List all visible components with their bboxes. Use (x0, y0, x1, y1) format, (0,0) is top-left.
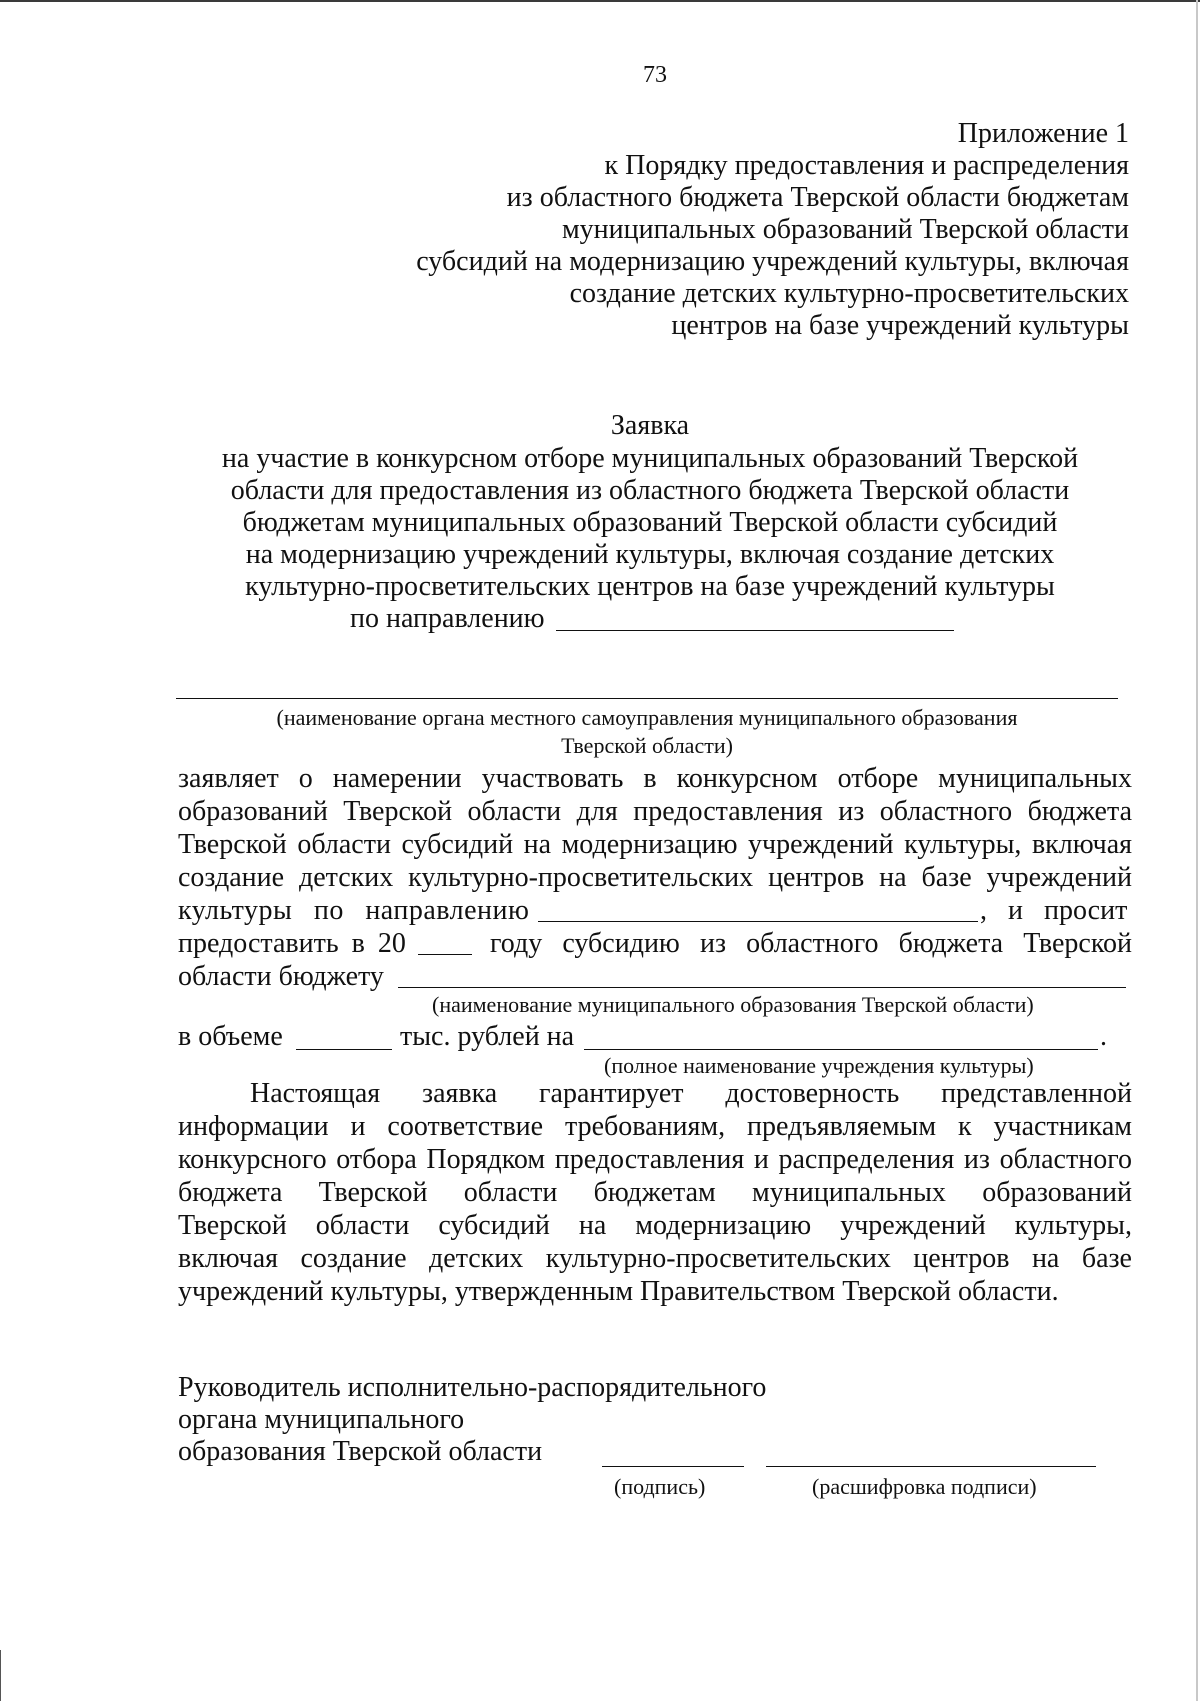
scan-edge-right (1196, 0, 1198, 1701)
body-line: Тверской области субсидий на модернизацию учреждений культуры, включая (178, 829, 1132, 860)
guarantee-line: информации и соответствие требованиям, предъявляемым к участникам (178, 1111, 1132, 1142)
signature-decode-blank (766, 1440, 1096, 1467)
direction-blank (556, 600, 954, 631)
annex-line: муниципальных образований Тверской области (561, 214, 1129, 245)
annex-line: из областного бюджета Тверской области бюджетам (506, 182, 1129, 213)
year-blank (418, 928, 472, 955)
amount-end: . (1100, 1021, 1107, 1052)
body-line: образований Тверской области для предоставления из областного бюджета (178, 796, 1132, 827)
scan-edge-top (0, 0, 1200, 2)
guarantee-line: конкурсного отбора Порядком предоставления и распределения из областного (178, 1144, 1132, 1175)
amount-label: в объеме (178, 1021, 283, 1052)
annex-line: Приложение 1 (957, 118, 1129, 149)
municipality-caption: (наименование муниципального образования Тверской области) (432, 992, 1034, 1017)
organ-name-blank (176, 670, 1118, 699)
body-line: заявляет о намерении участвовать в конкурсном отборе муниципальных (178, 763, 1132, 794)
budget-blank (398, 961, 1126, 988)
institution-blank (584, 1021, 1098, 1050)
provide-year-after: году субсидию из областного бюджета Тверской (490, 928, 1132, 959)
guarantee-line: учреждений культуры, утвержденным Правительством Тверской области. (178, 1276, 1059, 1307)
institution-caption: (полное наименование учреждения культуры) (604, 1053, 1034, 1078)
organ-caption-line: (наименование органа местного самоуправления муниципального образования (276, 705, 1018, 730)
signature-caption: (подпись) (614, 1474, 706, 1499)
culture-direction-blank (538, 895, 978, 922)
budget-label: области бюджету (178, 961, 384, 992)
guarantee-line: Настоящая заявка гарантирует достоверность представленной (250, 1078, 1132, 1109)
annex-line: к Порядку предоставления и распределения (604, 150, 1129, 181)
organ-caption-line: Тверской области) (561, 733, 733, 758)
subtitle-line: области для предоставления из областного бюджета Тверской области (230, 475, 1070, 506)
subtitle-line: на модернизацию учреждений культуры, включая создание детских (245, 539, 1055, 570)
page-number: 73 (643, 62, 667, 88)
direction-label: по направлению (350, 603, 545, 634)
guarantee-line: Тверской области субсидий на модернизацию учреждений культуры, (178, 1210, 1132, 1241)
signatory-line: образования Тверской области (178, 1436, 543, 1467)
annex-line: создание детских культурно-просветительских (569, 278, 1129, 309)
signatory-line: органа муниципального (178, 1404, 465, 1435)
culture-direction-label: культуры по направлению (178, 895, 530, 926)
scan-edge-left (0, 1650, 1, 1701)
subtitle-line: культурно-просветительских центров на базе учреждений культуры (245, 571, 1055, 602)
guarantee-line: бюджета Тверской области бюджетам муниципальных образований (178, 1177, 1132, 1208)
provide-year-before: предоставить в 20 (178, 928, 406, 959)
annex-line: центров на базе учреждений культуры (671, 310, 1129, 341)
guarantee-line: включая создание детских культурно-просветительских центров на базе (178, 1243, 1132, 1274)
subtitle-line: бюджетам муниципальных образований Тверской области субсидий (242, 507, 1058, 538)
amount-blank (296, 1021, 392, 1050)
subtitle-line: на участие в конкурсном отборе муниципальных образований Тверской (221, 443, 1079, 474)
signature-decode-caption: (расшифровка подписи) (812, 1474, 1037, 1499)
culture-direction-suffix: , и просит (980, 895, 1128, 926)
amount-unit: тыс. рублей на (400, 1021, 575, 1052)
document-title: Заявка (610, 410, 690, 441)
signatory-line: Руководитель исполнительно-распорядительного (178, 1372, 767, 1403)
body-line: создание детских культурно-просветительских центров на базе учреждений (178, 862, 1132, 893)
annex-line: субсидий на модернизацию учреждений культуры, включая (416, 246, 1129, 277)
signature-blank (602, 1440, 744, 1467)
